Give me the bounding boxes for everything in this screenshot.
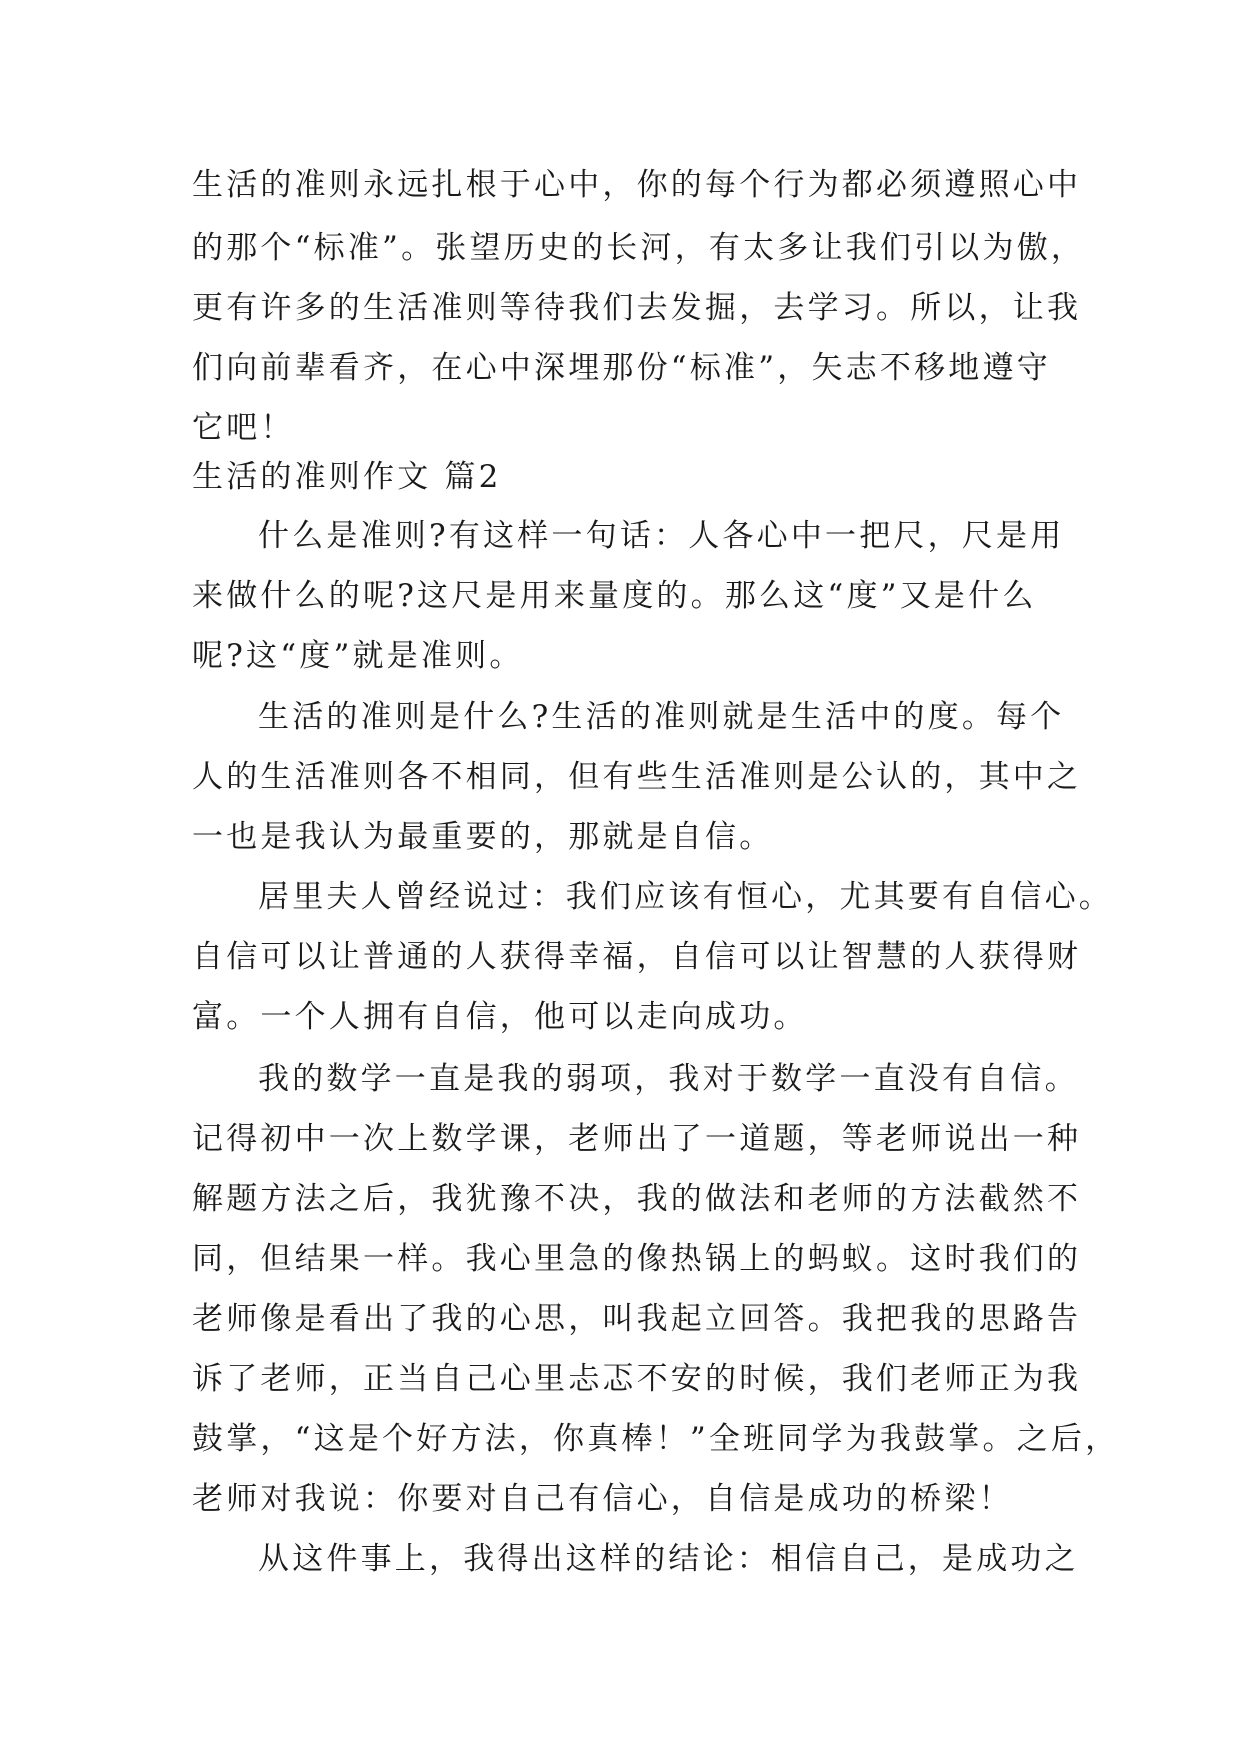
text-line: 鼓掌，“这是个好方法，你真棒！”全班同学为我鼓掌。之后， [192, 1421, 1120, 1457]
text-line: 解题方法之后，我犹豫不决，我的做法和老师的方法截然不 [192, 1181, 1082, 1217]
text-line: 自信可以让普通的人获得幸福，自信可以让智慧的人获得财 [192, 939, 1082, 975]
text-line: 诉了老师，正当自己心里忐忑不安的时候，我们老师正为我 [192, 1361, 1082, 1397]
text-line: 生活的准则是什么?生活的准则就是生活中的度。每个 [258, 699, 1065, 735]
text-line: 更有许多的生活准则等待我们去发掘，去学习。所以，让我 [192, 290, 1082, 326]
text-line: 老师像是看出了我的心思，叫我起立回答。我把我的思路告 [192, 1301, 1082, 1337]
text-line: 记得初中一次上数学课，老师出了一道题，等老师说出一种 [192, 1121, 1082, 1157]
text-line: 什么是准则?有这样一句话：人各心中一把尺，尺是用 [258, 518, 1065, 554]
text-line: 同，但结果一样。我心里急的像热锅上的蚂蚁。这时我们的 [192, 1241, 1082, 1277]
text-line: 老师对我说：你要对自己有信心，自信是成功的桥梁！ [192, 1481, 1013, 1517]
text-line: 我的数学一直是我的弱项，我对于数学一直没有自信。 [258, 1061, 1079, 1097]
text-line: 的那个“标准”。张望历史的长河，有太多让我们引以为傲， [192, 230, 1086, 266]
text-line: 人的生活准则各不相同，但有些生活准则是公认的，其中之 [192, 759, 1082, 795]
text-line: 一也是我认为最重要的，那就是自信。 [192, 819, 774, 855]
text-line: 们向前辈看齐，在心中深埋那份“标准”，矢志不移地遵守 [192, 350, 1051, 386]
text-line: 呢?这“度”就是准则。 [192, 638, 524, 674]
section-heading: 生活的准则作文 篇2 [192, 459, 502, 495]
text-line: 来做什么的呢?这尺是用来量度的。那么这“度”又是什么 [192, 578, 1037, 614]
text-line: 富。一个人拥有自信，他可以走向成功。 [192, 999, 808, 1035]
text-line: 从这件事上，我得出这样的结论：相信自己，是成功之 [258, 1541, 1079, 1577]
text-line: 居里夫人曾经说过：我们应该有恒心，尤其要有自信心。 [258, 879, 1113, 915]
text-line: 生活的准则永远扎根于心中，你的每个行为都必须遵照心中 [192, 167, 1082, 203]
text-line: 它吧！ [192, 410, 295, 446]
